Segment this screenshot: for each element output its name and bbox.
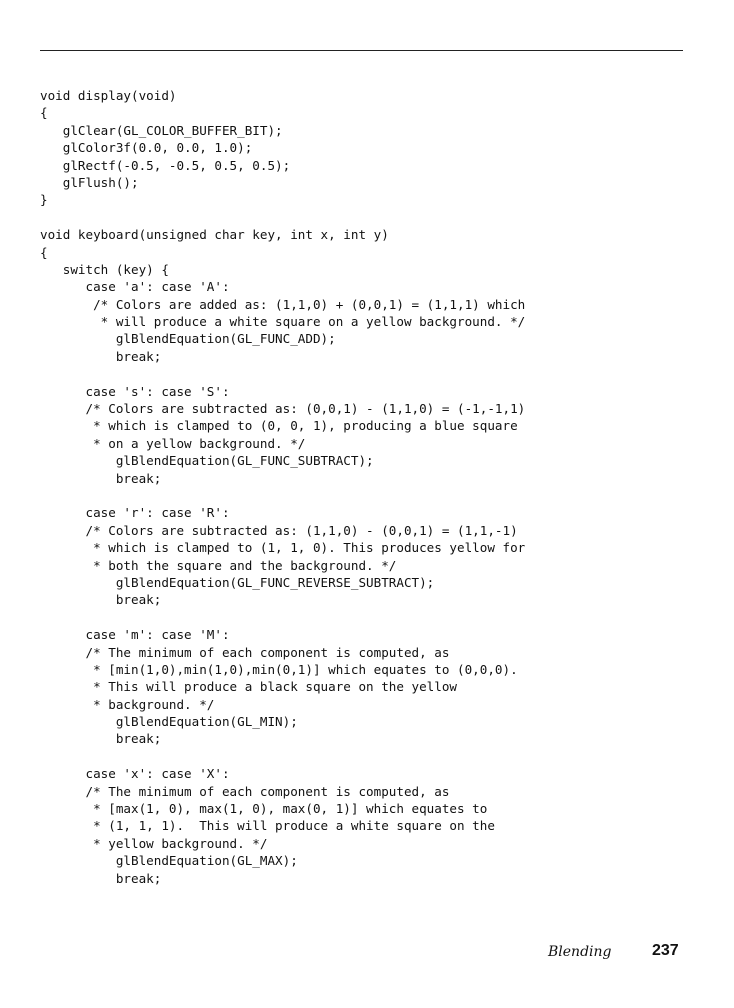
code-line: [40, 209, 525, 226]
code-line: * will produce a white square on a yellow background. */: [40, 314, 526, 330]
code-line: glBlendEquation(GL_FUNC_ADD);: [40, 331, 336, 347]
code-line: [40, 487, 525, 504]
code-line: case 's': case 'S':: [40, 383, 230, 399]
code-line: switch (key) {: [40, 261, 169, 277]
code-line: glBlendEquation(GL_MIN);: [40, 714, 298, 730]
code-line: case 'x': case 'X':: [40, 766, 230, 782]
code-line: break;: [40, 870, 162, 886]
code-line: break;: [40, 592, 162, 608]
code-line: * yellow background. */: [40, 835, 268, 851]
code-line: void keyboard(unsigned char key, int x, int y): [40, 227, 389, 243]
code-line: break;: [40, 470, 162, 486]
code-line: case 'r': case 'R':: [40, 505, 230, 521]
footer-section-title: Blending: [548, 944, 612, 960]
code-line: glBlendEquation(GL_FUNC_SUBTRACT);: [40, 453, 374, 469]
code-line: * which is clamped to (1, 1, 0). This produces yellow for: [40, 540, 526, 556]
code-line: * background. */: [40, 696, 215, 712]
code-line: * on a yellow background. */: [40, 435, 306, 451]
header-rule: [40, 50, 683, 51]
code-line: case 'm': case 'M':: [40, 627, 230, 643]
code-listing: [40, 87, 525, 887]
code-line: /* The minimum of each component is computed, as: [40, 644, 450, 660]
code-line: /* Colors are subtracted as: (0,0,1) - (1,1,0) = (-1,-1,1): [40, 401, 526, 417]
code-line: * [min(1,0),min(1,0),min(0,1)] which equates to (0,0,0).: [40, 661, 518, 677]
page-number: 237: [652, 942, 679, 959]
code-line: case 'a': case 'A':: [40, 279, 230, 295]
code-line: * [max(1, 0), max(1, 0), max(0, 1)] which equates to: [40, 801, 488, 817]
code-line: /* Colors are subtracted as: (1,1,0) - (0,0,1) = (1,1,-1): [40, 522, 518, 538]
code-line: /* The minimum of each component is computed, as: [40, 783, 450, 799]
code-line: }: [40, 192, 48, 208]
code-line: glBlendEquation(GL_FUNC_REVERSE_SUBTRACT);: [40, 574, 435, 590]
code-line: break;: [40, 731, 162, 747]
code-line: break;: [40, 348, 162, 364]
code-line: * which is clamped to (0, 0, 1), producing a blue square: [40, 418, 518, 434]
code-line: [40, 365, 525, 382]
code-line: glClear(GL_COLOR_BUFFER_BIT);: [40, 122, 283, 138]
code-line: glFlush();: [40, 174, 139, 190]
code-line: glRectf(-0.5, -0.5, 0.5, 0.5);: [40, 157, 291, 173]
code-line: * This will produce a black square on the yellow: [40, 679, 458, 695]
code-line: {: [40, 105, 48, 121]
code-line: glBlendEquation(GL_MAX);: [40, 853, 298, 869]
code-line: * (1, 1, 1). This will produce a white square on the: [40, 818, 495, 834]
code-line: void display(void): [40, 88, 177, 103]
code-line: * both the square and the background. */: [40, 557, 397, 573]
code-line: /* Colors are added as: (1,1,0) + (0,0,1) = (1,1,1) which: [40, 296, 526, 312]
code-line: glColor3f(0.0, 0.0, 1.0);: [40, 140, 253, 156]
code-line: [40, 748, 525, 765]
code-line: [40, 609, 525, 626]
code-line: {: [40, 244, 48, 260]
